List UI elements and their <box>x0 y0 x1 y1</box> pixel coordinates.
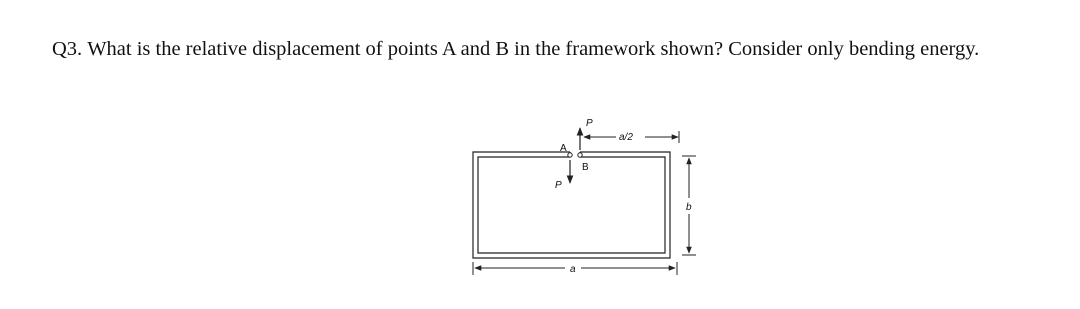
point-a-hinge <box>568 153 572 157</box>
point-b-label: B <box>582 162 589 173</box>
point-a-label: A <box>560 143 567 154</box>
frame <box>473 152 670 258</box>
dim-half-label: a/2 <box>619 132 633 143</box>
dim-width-label: a <box>570 264 576 275</box>
question-body: What is the relative displacement of points A and B in the framework shown? Consider only bending energy. <box>87 38 980 60</box>
frame-outer-line <box>473 152 670 258</box>
load-top-label: P <box>586 118 593 129</box>
load-bottom-label: P <box>555 180 562 191</box>
point-b-hinge <box>578 153 582 157</box>
frame-inner-line <box>478 157 665 253</box>
dim-height-label: b <box>686 202 692 213</box>
question-number: Q3. <box>52 38 83 60</box>
